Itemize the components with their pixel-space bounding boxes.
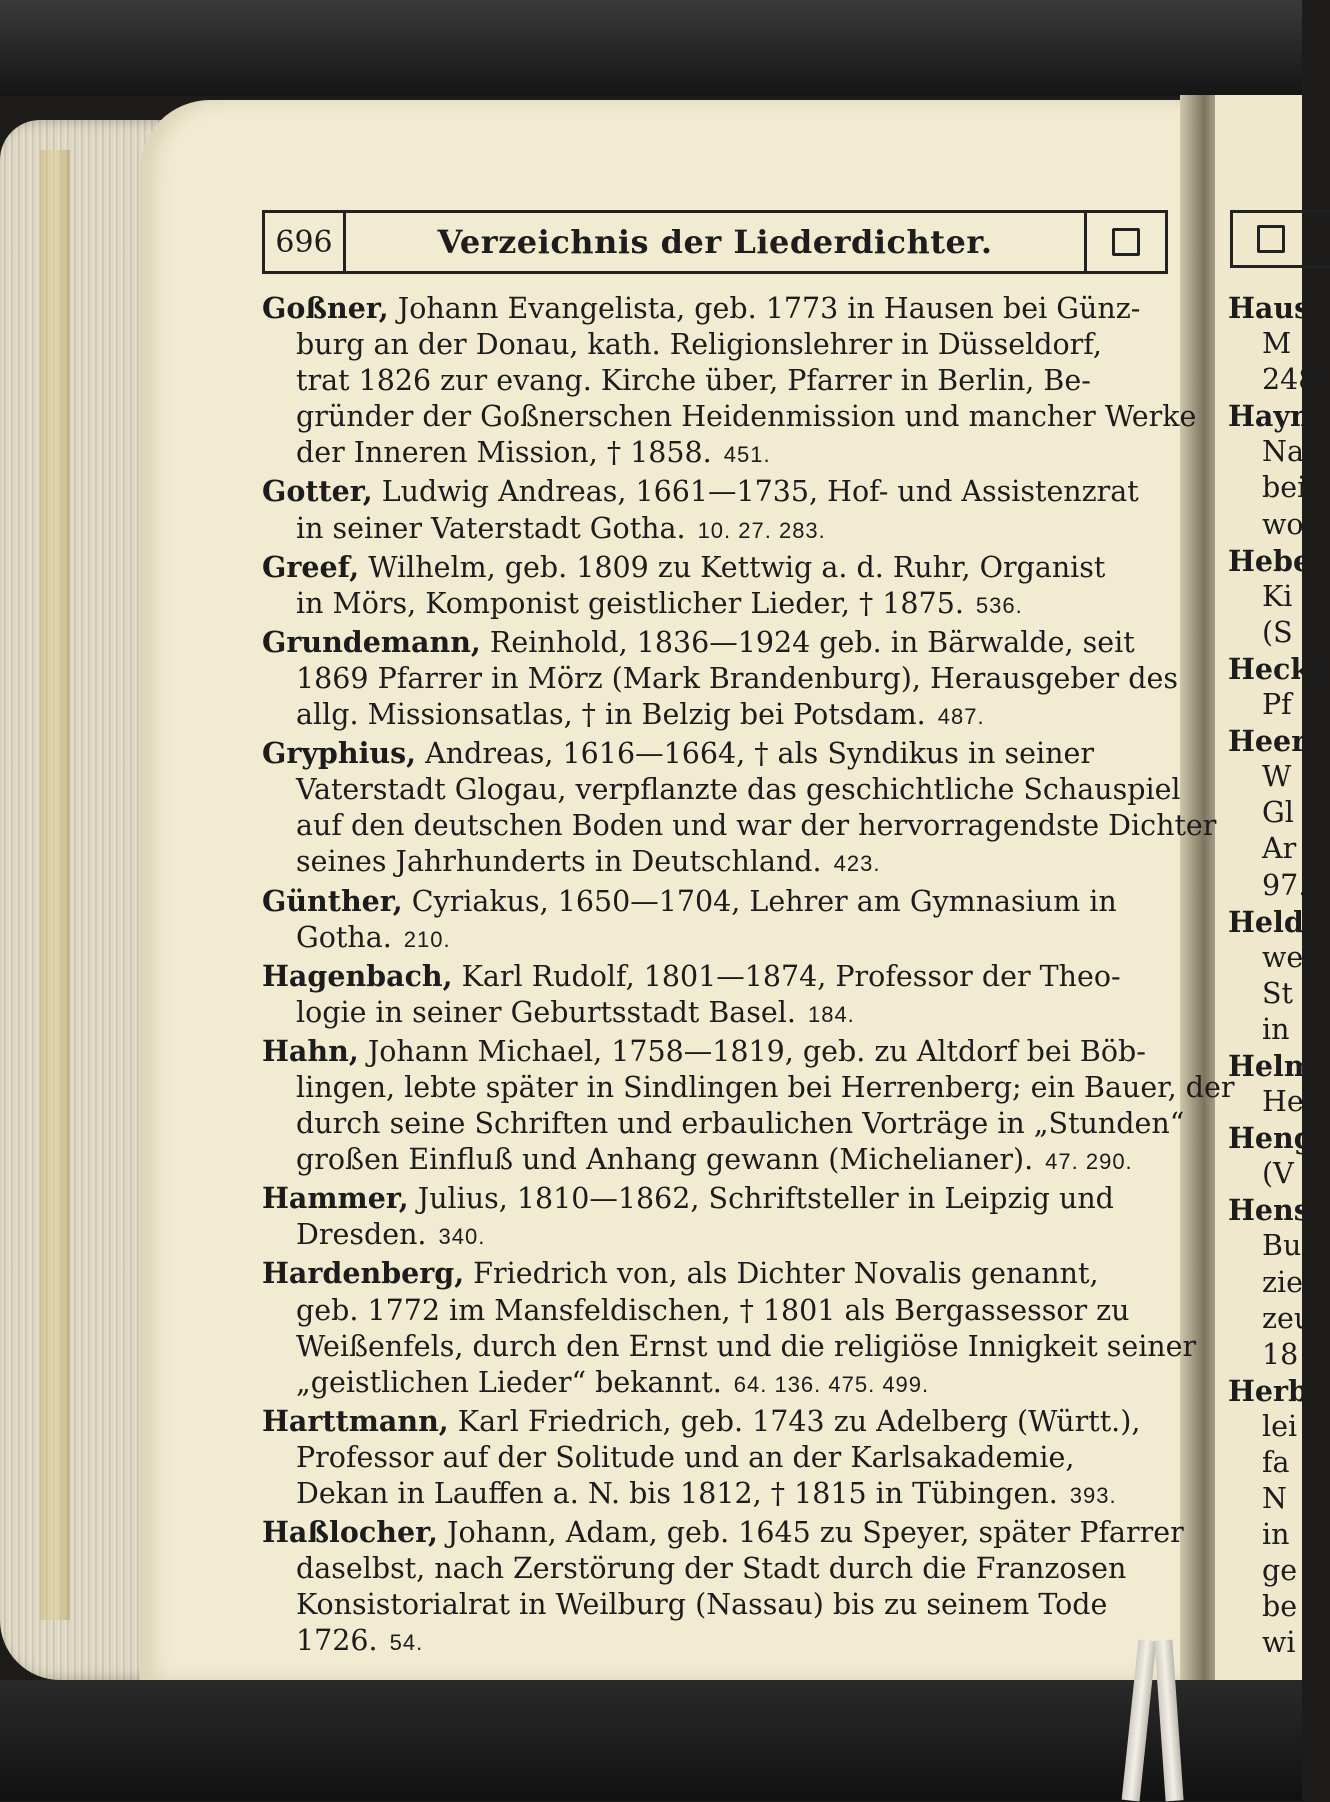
entry-line [262,883,1162,920]
author-name: Goßner, [262,291,389,325]
author-name: Gotter, [262,474,373,509]
entry-text: Konsistorialrat in Weilburg (Nassau) bis zu seinem Tode [296,1588,1108,1622]
entry-text: Johann Evangelista, geb. 1773 in Hausen bei Günz- [388,292,1141,325]
right-page-line: Pf [1262,688,1292,722]
right-page-line: Herb [1228,1373,1309,1408]
right-page-line: lei [1262,1409,1298,1443]
entry-text: 1869 Pfarrer in Mörz (Mark Brandenburg), Herausgeber des [296,661,1178,695]
entry-line [262,586,1162,624]
hymn-numbers: 47. 290. [1045,1149,1133,1175]
entry-text: Dresden. [296,1218,427,1252]
entry-text: Dekan in Lauffen a. N. bis 1812, † 1815 in Tübingen. [296,1477,1058,1510]
right-page-line: W [1262,760,1292,794]
right-page-line: Hebe [1228,543,1312,578]
right-page-line: Gl [1262,796,1294,830]
right-page-line: Helm [1228,1048,1315,1083]
entry-line [262,1476,1162,1514]
book-cover-bottom [0,1680,1302,1801]
index-entry [262,624,1178,735]
entry-line [262,1293,1162,1329]
entry-text: seines Jahrhunderts in Deutschland. [296,845,822,879]
right-page-line: Na [1262,435,1304,469]
entry-line [262,363,1162,399]
entry-line [262,549,1162,586]
entry-text: Reinhold, 1836—1924 geb. in Bärwalde, seit [480,625,1135,659]
entry-line [262,1142,1162,1180]
right-page-line: Haus [1228,291,1311,325]
entry-text: gründer der Goßnerschen Heidenmission und mancher Werke [296,400,1197,434]
entry-text: in seiner Vaterstadt Gotha. [296,511,686,545]
entry-text: Cyriakus, 1650—1704, Lehrer am Gymnasium in [402,884,1117,918]
right-page-line: Hayn [1228,399,1311,434]
entry-text: Ludwig Andreas, 1661—1735, Hof- und Assistenzrat [372,475,1139,509]
entry-line [262,958,1162,995]
entry-line [262,473,1162,510]
hymn-numbers: 64. 136. 475. 499. [733,1371,930,1397]
entry-text: durch seine Schriften und erbaulichen Vorträge in „Stunden“ [296,1107,1185,1141]
right-page-line: 18 [1262,1337,1299,1371]
index-entry [262,1180,1162,1255]
entry-line [262,697,1162,735]
entry-line [262,435,1162,473]
author-name: Grundemann, [262,624,481,659]
entry-line [262,1033,1162,1070]
index-entry [262,290,1197,473]
entry-line [262,844,1162,882]
right-page-line: wi [1262,1626,1296,1660]
entry-text: Vaterstadt Glogau, verpflanzte das geschichtliche Schauspiel [296,773,1181,807]
entry-text: der Inneren Mission, † 1858. [296,436,712,470]
index-entry [262,1514,1184,1661]
entry-line [262,624,1162,661]
header-box [1084,213,1165,271]
index-entry [262,958,1162,1033]
author-name: Hahn, [262,1033,359,1068]
entry-text: auf den deutschen Boden und war der hervorragendste Dichter [296,809,1217,843]
author-name: Haßlocher, [262,1515,438,1550]
right-page-line: Bu [1262,1229,1302,1263]
hymn-numbers: 184. [807,1001,855,1027]
entry-text: großen Einfluß und Anhang gewann (Michelianer). [296,1143,1034,1177]
entry-line [262,920,1162,958]
author-name: Greef, [262,549,360,584]
author-name: Hagenbach, [262,958,453,993]
entry-line [262,1180,1162,1217]
right-page-line: He [1262,1085,1304,1119]
entry-line [262,1440,1162,1476]
index-entry [262,549,1162,624]
index-entry [262,735,1217,882]
right-page-line: ge [1262,1554,1298,1588]
entry-line [262,735,1162,772]
entry-line [262,808,1217,844]
right-page-header [1230,210,1330,268]
index-entry [262,1033,1235,1180]
entry-line [262,995,1162,1033]
author-name: Günther, [262,883,403,918]
entry-line [262,327,1162,363]
index-entry [262,1255,1197,1402]
square-icon [1257,225,1285,253]
right-page-line: wo [1262,507,1304,541]
right-page-line: we [1262,940,1304,974]
hymn-numbers: 10. 27. 283. [697,517,826,543]
book-gutter [1180,95,1220,1685]
index-entry [262,473,1162,548]
right-page-line: be [1262,1590,1298,1624]
entry-line [262,290,1162,327]
right-page-line: Heng [1228,1121,1314,1156]
entry-text: Karl Rudolf, 1801—1874, Professor der Theo- [452,959,1121,993]
index-entry [262,883,1162,958]
author-name: Gryphius, [262,736,417,771]
entry-line [262,772,1181,808]
index-entries [262,290,1235,1661]
right-page-line: (V [1262,1157,1294,1191]
hymn-numbers: 340. [438,1224,486,1250]
entry-text: lingen, lebte später in Sindlingen bei Herrenberg; ein Bauer, der [296,1070,1235,1104]
page-number: 696 [265,213,346,271]
right-page-line: Hecke [1228,651,1329,686]
right-page-text [1228,290,1329,1662]
entry-text: Andreas, 1616—1664, † als Syndikus in seiner [416,737,1094,771]
entry-line [262,1514,1184,1551]
right-page-line: in [1262,1518,1290,1552]
hymn-numbers: 423. [833,851,881,877]
hymn-numbers: 54. [389,1630,424,1656]
entry-text: geb. 1772 im Mansfeldischen, † 1801 als Bergassessor zu [296,1293,1130,1327]
entry-text: Gotha. [296,920,392,954]
right-page-line: bei [1262,471,1307,505]
author-name: Harttmann, [262,1403,449,1438]
hymn-numbers: 393. [1069,1483,1117,1508]
entry-text: burg an der Donau, kath. Religionslehrer in Düsseldorf, [296,328,1102,362]
entry-line [262,1070,1235,1106]
entry-line [262,511,1162,549]
book-cover-top [0,0,1302,96]
square-icon [1112,228,1140,256]
entry-text: Wilhelm, geb. 1809 zu Kettwig a. d. Ruhr, Organist [359,550,1106,584]
hymn-numbers: 536. [975,592,1023,618]
right-page-line: 248 [1262,363,1317,397]
right-page-line: (S [1262,615,1293,649]
entry-text: daselbst, nach Zerstörung der Stadt durch die Franzosen [296,1552,1127,1586]
hymn-numbers: 487. [937,704,985,730]
entry-line [262,1217,1162,1255]
right-page-line: Held, [1228,904,1314,939]
entry-text: trat 1826 zur evang. Kirche über, Pfarrer in Berlin, Be- [296,364,1091,398]
index-entry [262,1403,1162,1514]
right-page-line: M [1262,327,1292,361]
entry-line [262,1255,1162,1292]
entry-text: Karl Friedrich, geb. 1743 zu Adelberg (Württ.), [448,1404,1141,1438]
right-page-line: zeu [1262,1301,1313,1335]
gilt-edge [40,150,70,1620]
entry-text: „geistlichen Lieder“ bekannt. [296,1365,722,1399]
right-page-line: zie [1262,1265,1303,1299]
entry-text: Professor auf der Solitude und an der Karlsakademie, [296,1440,1075,1474]
entry-line [262,1551,1162,1587]
page-title: Verzeichnis der Liederdichter. [437,223,993,261]
entry-line [262,1106,1185,1142]
right-page-line: Ki [1262,579,1293,613]
entry-line [262,1587,1162,1623]
entry-line [262,1623,1162,1661]
entry-text: Johann Michael, 1758—1819, geb. zu Altdorf bei Böb- [358,1034,1146,1068]
author-name: Hammer, [262,1181,409,1216]
hymn-numbers: 451. [723,442,771,468]
page-header [262,210,1168,274]
right-page-line: Ar [1262,832,1297,866]
hymn-numbers: 210. [403,926,451,952]
entry-text: Friedrich von, als Dichter Novalis genannt, [464,1257,1099,1291]
entry-text: allg. Missionsatlas, † in Belzig bei Potsdam. [296,698,926,732]
entry-line [262,1365,1162,1403]
right-page-line: fa [1262,1446,1290,1479]
entry-text: 1726. [296,1624,378,1658]
right-page-line: in [1262,1012,1290,1046]
entry-text: logie in seiner Geburtsstadt Basel. [296,995,796,1029]
author-name: Hardenberg, [262,1256,465,1291]
entry-line [262,1403,1162,1440]
entry-text: in Mörs, Komponist geistlicher Lieder, † 1875. [296,586,964,620]
entry-line [262,1329,1197,1365]
right-page-line: N [1262,1482,1287,1516]
entry-text: Johann, Adam, geb. 1645 zu Speyer, später Pfarrer [437,1516,1184,1550]
right-page-line: 97. [1262,868,1308,902]
right-page-line: St [1262,976,1293,1010]
entry-line [262,661,1178,697]
right-page-line: Heer [1228,724,1307,759]
entry-text: Weißenfels, durch den Ernst und die religiöse Innigkeit seiner [296,1329,1197,1363]
right-page-line: Hens [1228,1193,1310,1228]
entry-text: Julius, 1810—1862, Schriftsteller in Leipzig und [408,1182,1114,1216]
entry-line [262,399,1197,435]
